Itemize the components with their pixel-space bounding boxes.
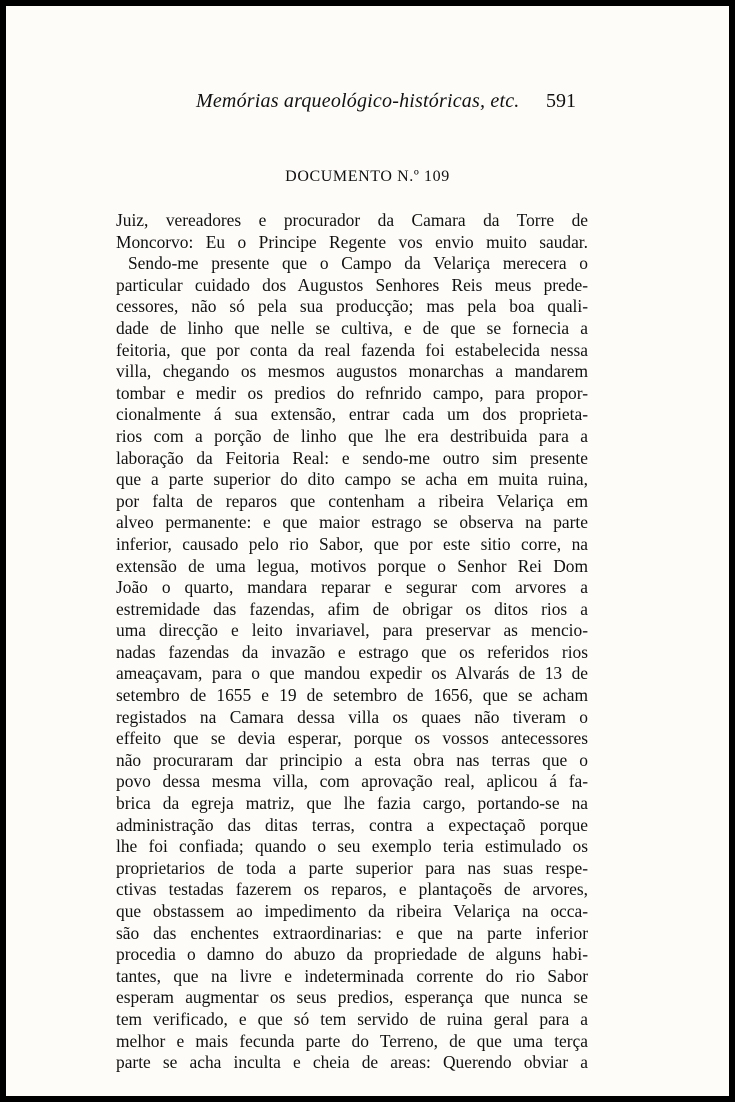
text-line: inferior, causado pelo rio Sabor, que por este sitio corre, na xyxy=(116,533,588,554)
text-line: tantes, que na livre e indeterminada corrente do rio Sabor xyxy=(116,965,588,986)
text-line: procedia o damno do abuzo da propriedade de alguns habi- xyxy=(116,944,588,965)
text-line: cessores, não só pela sua producção; mas pela boa quali- xyxy=(116,296,588,317)
document-heading: DOCUMENTO N.º 109 xyxy=(285,168,450,185)
text-line: Moncorvo: Eu o Principe Regente vos envio muito saudar. xyxy=(116,231,588,252)
text-line: ctivas testadas fazerem os reparos, e plantaçoẽs de arvores, xyxy=(116,879,588,900)
text-line: João o quarto, mandara reparar e segurar com arvores a xyxy=(116,577,588,598)
text-line: dade de linho que nelle se cultiva, e de que se fornecia a xyxy=(116,317,588,338)
text-line: rios com a porção de linho que lhe era destribuida para a xyxy=(116,425,588,446)
text-line: Juiz, vereadores e procurador da Camara da Torre de xyxy=(116,210,588,230)
text-line: villa, chegando os mesmos augustos monarchas a mandarem xyxy=(116,361,588,382)
text-line: laboração da Feitoria Real: e sendo-me outro sim presente xyxy=(116,447,588,468)
text-line: administração das ditas terras, contra a expectaçaõ porque xyxy=(116,814,588,835)
text-line: povo dessa mesma villa, com aprovação real, aplicou á fa- xyxy=(116,771,588,792)
text-line: alveo permanente: e que maior estrago se observa na parte xyxy=(116,512,588,533)
text-line: esperam augmentar os seus predios, esperança que nunca se xyxy=(116,987,588,1008)
text-line: extensão de uma legua, motivos porque o Senhor Rei Dom xyxy=(116,555,588,576)
text-line: lhe foi confiada; quando o seu exemplo teria estimulado os xyxy=(116,836,588,857)
text-line: effeito que se devia esperar, porque os vossos antecessores xyxy=(116,728,588,749)
page-number: 591 xyxy=(546,90,576,112)
text-line: por falta de reparos que contenham a ribeira Velariça em xyxy=(116,490,588,511)
text-line: particular cuidado dos Augustos Senhores Reis meus prede- xyxy=(116,274,588,295)
page-header xyxy=(6,90,729,120)
scanned-page xyxy=(6,6,729,1096)
text-line: não procuraram dar principio a esta obra nas terras que o xyxy=(116,749,588,770)
text-line: nadas fazendas da invazão e estrago que os referidos rios xyxy=(116,641,588,662)
text-line: melhor e mais fecunda parte do Terreno, de que uma terça xyxy=(116,1030,588,1051)
body-text xyxy=(116,210,588,1074)
text-line: tem verificado, e que só tem servido de ruina geral para a xyxy=(116,1008,588,1029)
text-line: feitoria, que por conta da real fazenda foi estabelecida nessa xyxy=(116,339,588,360)
text-line: brica da egreja matriz, que lhe fazia cargo, portando-se na xyxy=(116,793,588,814)
text-line: registados na Camara dessa villa os quaes não tiveram o xyxy=(116,706,588,727)
text-line: são das enchentes extraordinarias: e que na parte inferior xyxy=(116,922,588,943)
text-line: tombar e medir os predios do refnrido campo, para propor- xyxy=(116,382,588,403)
text-line: estremidade das fazendas, afim de obrigar os ditos rios a xyxy=(116,598,588,619)
text-line: uma direcção e leito invariavel, para preservar as mencio- xyxy=(116,620,588,641)
text-line: proprietarios de toda a parte superior para nas suas respe- xyxy=(116,857,588,878)
text-line: Sendo-me presente que o Campo da Velariça merecera o xyxy=(128,253,588,274)
text-line: parte se acha inculta e cheia de areas: Querendo obviar a xyxy=(116,1052,588,1073)
text-line: que a parte superior do dito campo se acha em muita ruina, xyxy=(116,469,588,490)
text-line: setembro de 1655 e 19 de setembro de 1656, que se acham xyxy=(116,685,588,706)
text-line: que obstassem ao impedimento da ribeira Velariça na occa- xyxy=(116,901,588,921)
running-title: Memórias arqueológico-históricas, etc. xyxy=(196,90,520,112)
text-line: ameaçavam, para o que mandou expedir os Alvarás de 13 de xyxy=(116,663,588,684)
text-line: cionalmente á sua extensão, entrar cada um dos proprieta- xyxy=(116,404,588,425)
